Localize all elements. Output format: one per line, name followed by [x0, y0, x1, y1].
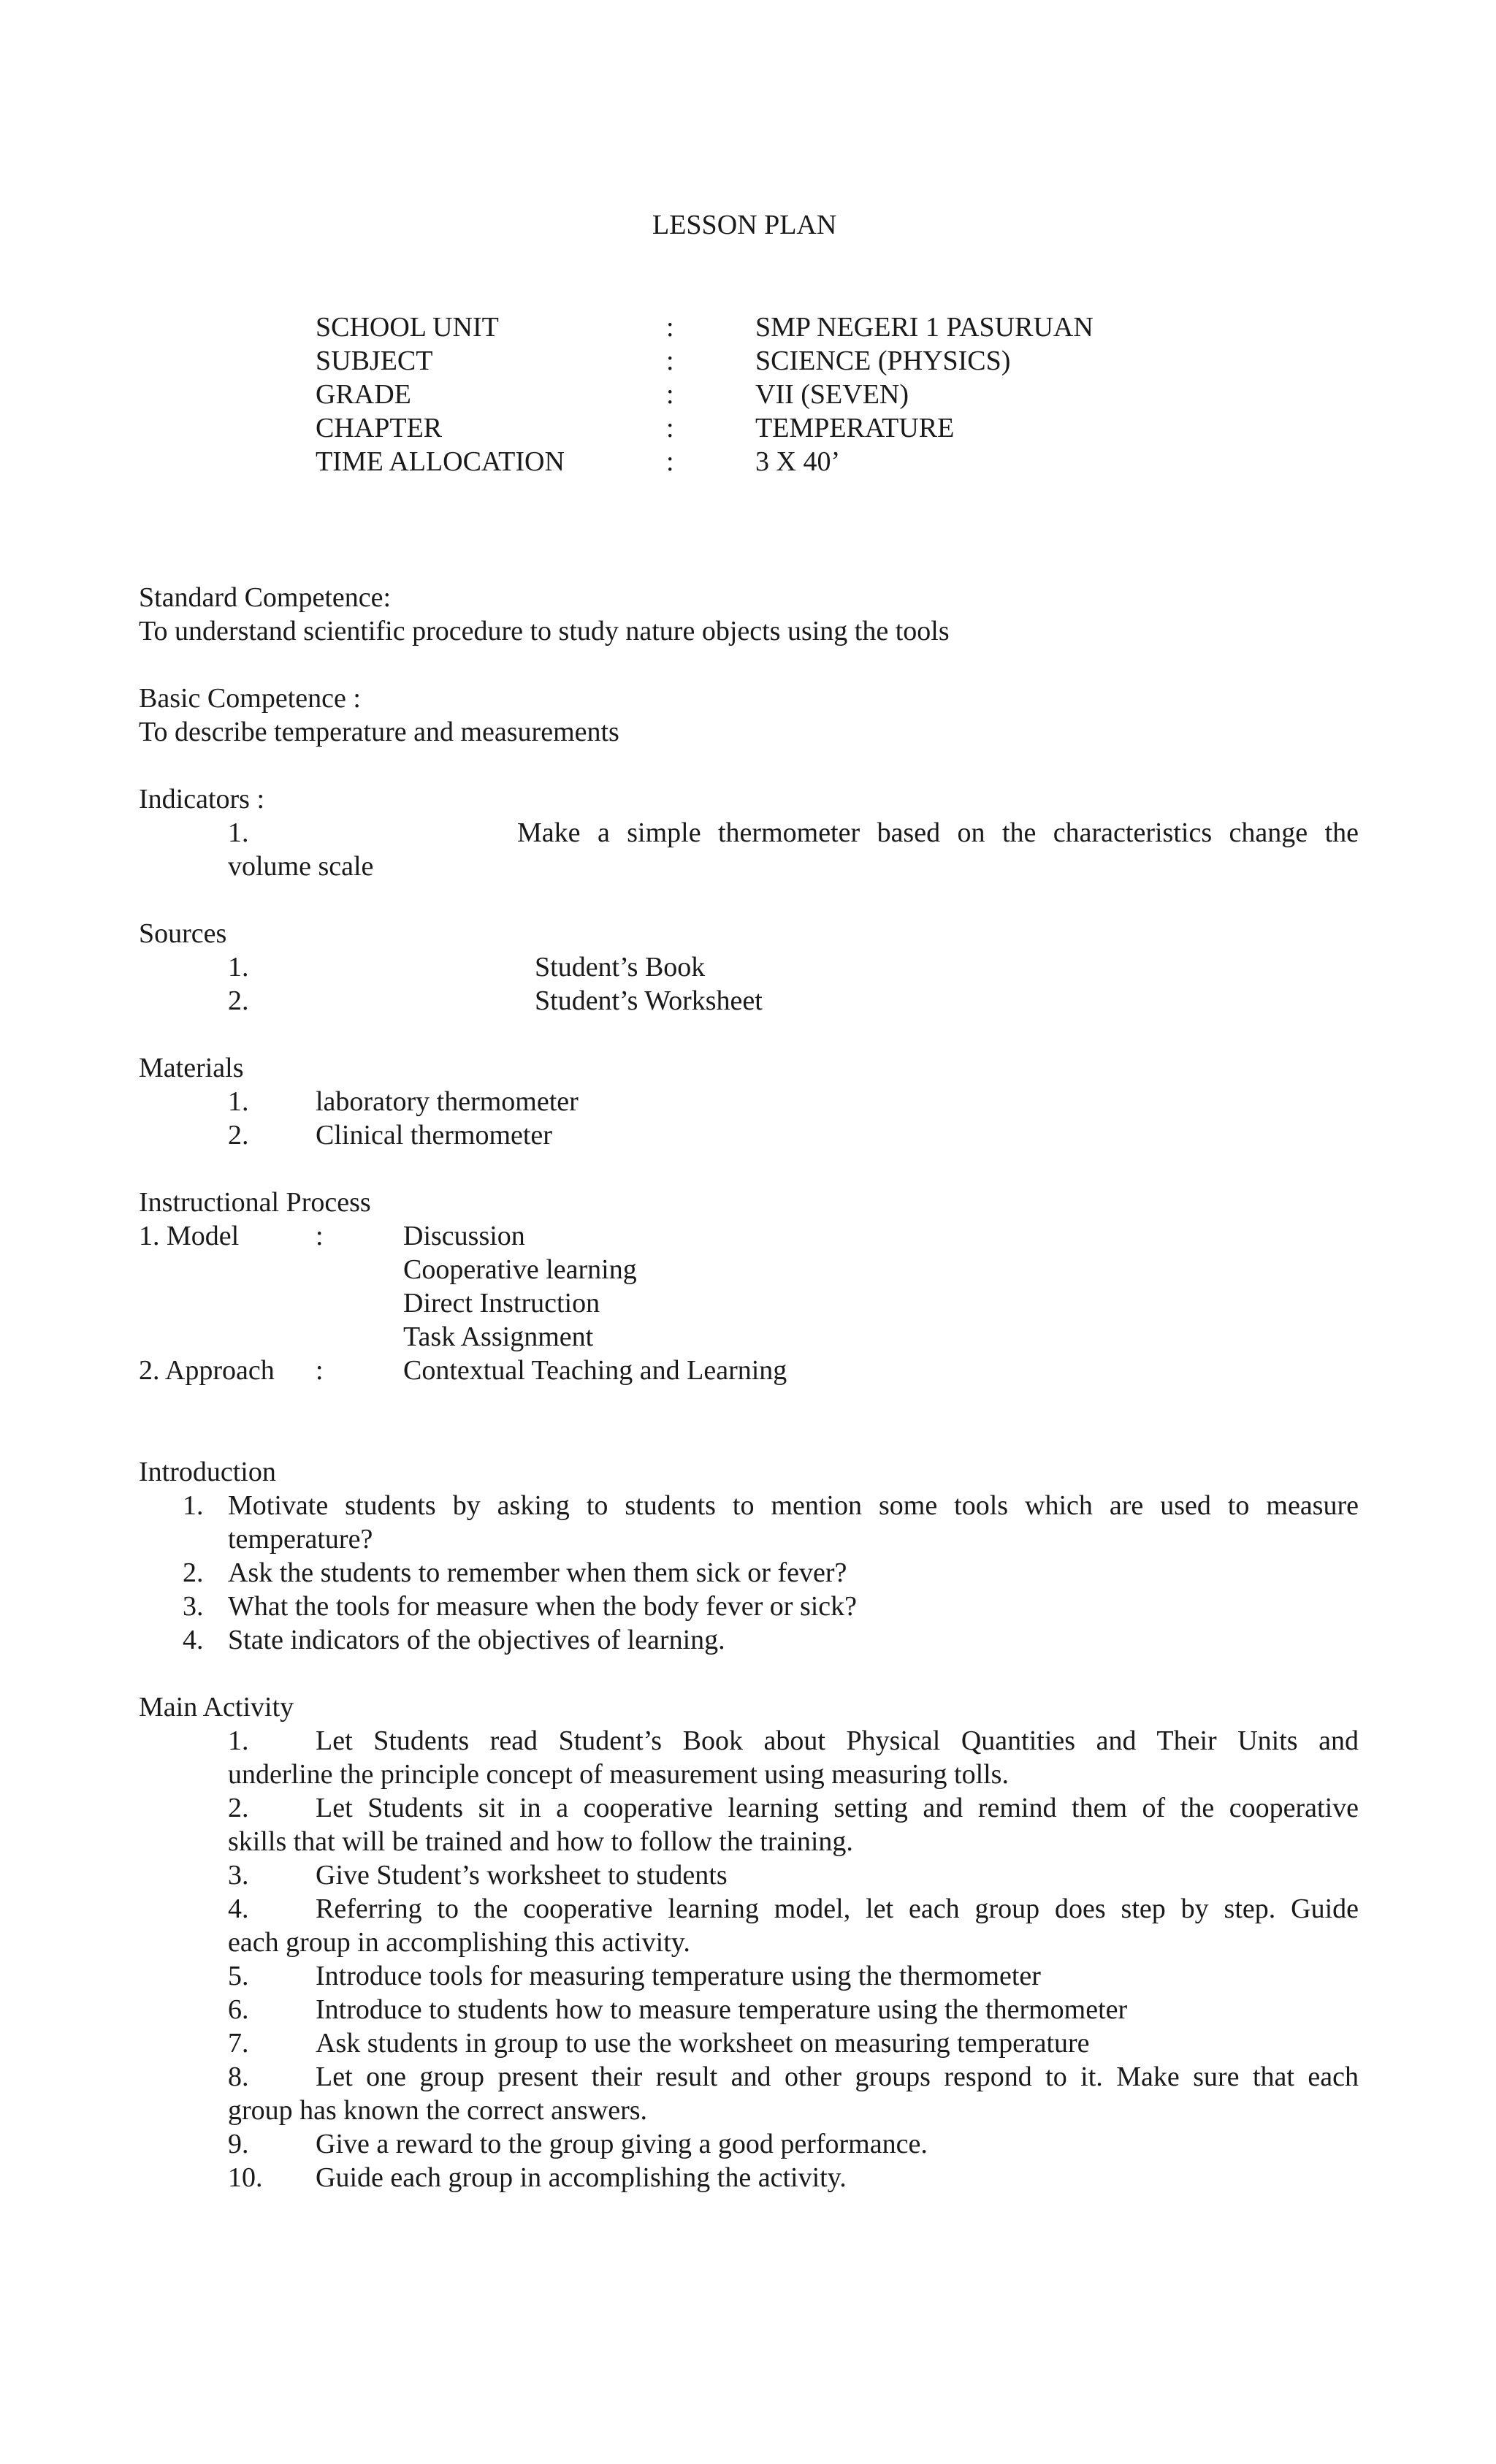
list-number: 10. [228, 2162, 263, 2193]
list-text: Ask the students to remember when them sick or fever? [228, 1557, 847, 1588]
header-separator: : [666, 446, 674, 477]
header-value: VII (SEVEN) [755, 379, 909, 410]
list-text: Ask students in group to use the worksheet on measuring temperature [316, 2028, 1090, 2059]
list-number: 1. [228, 952, 249, 983]
list-number: 1. [228, 1086, 249, 1117]
list-text: Give Student’s worksheet to students [316, 1860, 728, 1891]
page-title: LESSON PLAN [652, 210, 837, 240]
header-value: 3 X 40’ [755, 446, 841, 477]
header-label: TIME ALLOCATION [316, 446, 565, 477]
sources-heading: Sources [139, 918, 227, 949]
introduction-heading: Introduction [139, 1457, 276, 1487]
list-text-continued: skills that will be trained and how to follow the training. [228, 1826, 853, 1857]
list-text: Give a reward to the group giving a good performance. [316, 2129, 928, 2159]
indicators-heading: Indicators : [139, 784, 265, 815]
header-separator: : [666, 346, 674, 376]
list-number: 3. [183, 1591, 204, 1622]
header-label: GRADE [316, 379, 411, 410]
header-value: TEMPERATURE [755, 413, 955, 443]
list-number: 6. [228, 1994, 249, 2025]
list-text-continued: group has known the correct answers. [228, 2095, 648, 2126]
list-text: Motivate students by asking to students to mention some tools which are used to measure [228, 1490, 1359, 1521]
list-text: Make a simple thermometer based on the characteristics change the [517, 817, 1359, 848]
header-label: CHAPTER [316, 413, 443, 443]
standard-competence-text: To understand scientific procedure to study nature objects using the tools [139, 616, 950, 646]
main-activity-heading: Main Activity [139, 1692, 294, 1723]
instructional-process-heading: Instructional Process [139, 1187, 371, 1218]
list-text: Let one group present their result and other groups respond to it. Make sure that each [316, 2061, 1359, 2092]
header-separator: : [666, 312, 674, 343]
header-value: SCIENCE (PHYSICS) [755, 346, 1011, 376]
model-item: Discussion [403, 1221, 525, 1251]
list-number: 4. [228, 1893, 249, 1924]
basic-competence-text: To describe temperature and measurements [139, 717, 619, 747]
list-number: 1. [228, 1725, 249, 1756]
list-number: 5. [228, 1961, 249, 1991]
list-text: Referring to the cooperative learning model, let each group does step by step. Guide [316, 1893, 1359, 1924]
list-text: Let Students sit in a cooperative learning setting and remind them of the cooperative [316, 1793, 1359, 1823]
header-separator: : [666, 379, 674, 410]
model-item: Cooperative learning [403, 1254, 637, 1285]
list-number: 2. [183, 1557, 204, 1588]
list-text-continued: each group in accomplishing this activity. [228, 1927, 690, 1958]
list-number: 1. [228, 817, 249, 848]
list-text: Clinical thermometer [316, 1120, 552, 1151]
header-separator: : [666, 413, 674, 443]
list-number: 1. [183, 1490, 204, 1521]
list-text: Let Students read Student’s Book about Physical Quantities and Their Units and [316, 1725, 1359, 1756]
basic-competence-heading: Basic Competence : [139, 683, 361, 714]
model-label: 1. Model [139, 1221, 240, 1251]
list-number: 2. [228, 985, 249, 1016]
header-label: SUBJECT [316, 346, 433, 376]
list-text-continued: volume scale [228, 851, 374, 882]
list-number: 4. [183, 1625, 204, 1655]
list-number: 9. [228, 2129, 249, 2159]
list-number: 2. [228, 1120, 249, 1151]
list-number: 8. [228, 2061, 249, 2092]
list-text: Introduce to students how to measure temperature using the thermometer [316, 1994, 1128, 2025]
list-text: laboratory thermometer [316, 1086, 579, 1117]
list-text: Student’s Worksheet [535, 985, 763, 1016]
list-number: 3. [228, 1860, 249, 1891]
list-text: Student’s Book [535, 952, 706, 983]
list-text: Guide each group in accomplishing the activity. [316, 2162, 847, 2193]
list-text: Introduce tools for measuring temperature using the thermometer [316, 1961, 1041, 1991]
model-item: Task Assignment [403, 1321, 594, 1352]
header-value: SMP NEGERI 1 PASURUAN [755, 312, 1094, 343]
header-label: SCHOOL UNIT [316, 312, 499, 343]
standard-competence-heading: Standard Competence: [139, 582, 392, 613]
approach-value: Contextual Teaching and Learning [403, 1355, 787, 1386]
model-item: Direct Instruction [403, 1288, 600, 1319]
list-number: 7. [228, 2028, 249, 2059]
model-separator: : [316, 1221, 324, 1251]
approach-label: 2. Approach [139, 1355, 275, 1386]
list-text: What the tools for measure when the body fever or sick? [228, 1591, 858, 1622]
list-text-continued: underline the principle concept of measurement using measuring tolls. [228, 1759, 1009, 1790]
approach-separator: : [316, 1355, 324, 1386]
list-text: State indicators of the objectives of learning. [228, 1625, 725, 1655]
list-number: 2. [228, 1793, 249, 1823]
list-text-continued: temperature? [228, 1524, 373, 1555]
materials-heading: Materials [139, 1053, 244, 1083]
